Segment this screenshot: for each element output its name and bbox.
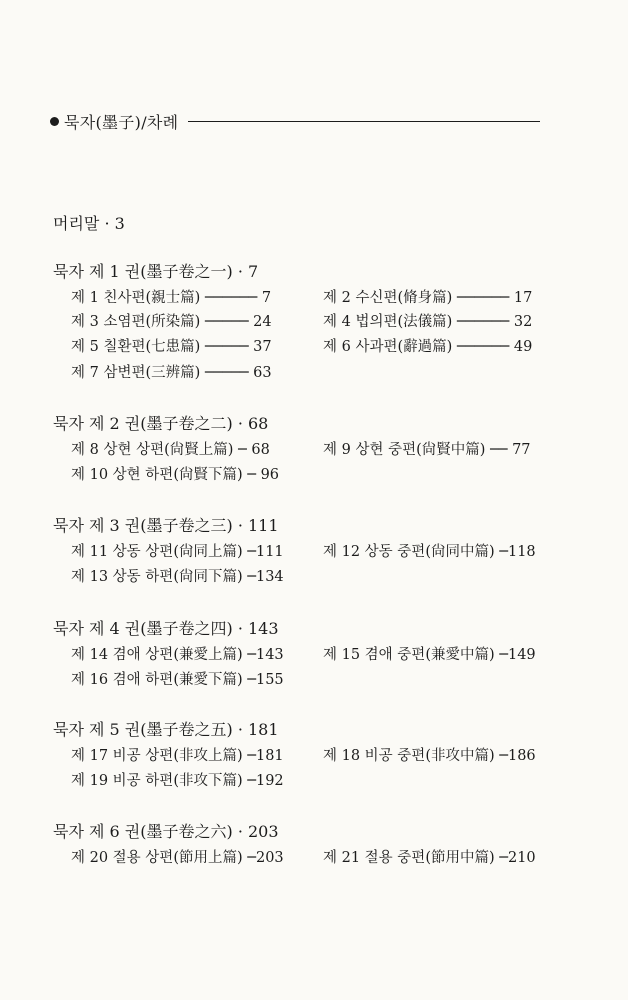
volume-3 — [53, 512, 553, 585]
header-rule — [188, 121, 540, 122]
toc-entry: 제 11 상동 상편(尙同上篇) ─111 — [71, 544, 284, 560]
toc-entry: 제 10 상현 하편(尙賢下篇) ─ 96 — [71, 467, 280, 483]
preface-entry: 머리말 · 3 — [53, 214, 125, 233]
header-title: 묵자(墨子)/차례 — [64, 112, 179, 132]
toc-entry: 제 19 비공 하편(非攻下篇) ─192 — [71, 773, 284, 789]
toc-entry: 제 18 비공 중편(非攻中篇) ─186 — [323, 748, 536, 764]
toc-entry: 제 14 겸애 상편(兼愛上篇) ─143 — [71, 647, 284, 663]
toc-entry: 제 20 절용 상편(節用上篇) ─203 — [71, 850, 284, 866]
toc-entry: 제 5 칠환편(七患篇) ───── 37 — [71, 339, 272, 355]
toc-entry: 제 7 삼변편(三辨篇) ───── 63 — [71, 365, 272, 381]
toc-entry: 제 2 수신편(脩身篇) ────── 17 — [323, 290, 533, 306]
toc-entry: 제 16 겸애 하편(兼愛下篇) ─155 — [71, 672, 284, 688]
toc-entry: 제 13 상동 하편(尙同下篇) ─134 — [71, 569, 284, 585]
toc-entry: 제 12 상동 중편(尙同中篇) ─118 — [323, 544, 536, 560]
volume-2 — [53, 410, 553, 483]
bullet-icon — [50, 117, 59, 126]
volume-title: 묵자 제 6 권(墨子卷之六) · 203 — [53, 822, 279, 841]
volume-title: 묵자 제 5 권(墨子卷之五) · 181 — [53, 720, 279, 739]
volume-4 — [53, 615, 553, 688]
toc-entry: 제 1 친사편(親士篇) ────── 7 — [71, 290, 272, 306]
toc-entry: 제 15 겸애 중편(兼愛中篇) ─149 — [323, 647, 536, 663]
volume-title: 묵자 제 3 권(墨子卷之三) · 111 — [53, 516, 279, 535]
toc-entry: 제 17 비공 상편(非攻上篇) ─181 — [71, 748, 284, 764]
toc-entry: 제 9 상현 중편(尙賢中篇) ── 77 — [323, 442, 531, 458]
toc-entry: 제 6 사과편(辭過篇) ────── 49 — [323, 339, 533, 355]
toc-entry: 제 21 절용 중편(節用中篇) ─210 — [323, 850, 536, 866]
page-header — [50, 110, 540, 132]
volume-title: 묵자 제 2 권(墨子卷之二) · 68 — [53, 414, 269, 433]
volume-6 — [53, 818, 553, 866]
toc-entry: 제 3 소염편(所染篇) ───── 24 — [71, 314, 272, 330]
volume-1 — [53, 258, 553, 381]
toc-entry: 제 4 법의편(法儀篇) ────── 32 — [323, 314, 533, 330]
volume-title: 묵자 제 1 권(墨子卷之一) · 7 — [53, 262, 259, 281]
toc-entry: 제 8 상현 상편(尙賢上篇) ─ 68 — [71, 442, 270, 458]
volume-5 — [53, 716, 553, 789]
volume-title: 묵자 제 4 권(墨子卷之四) · 143 — [53, 619, 279, 638]
